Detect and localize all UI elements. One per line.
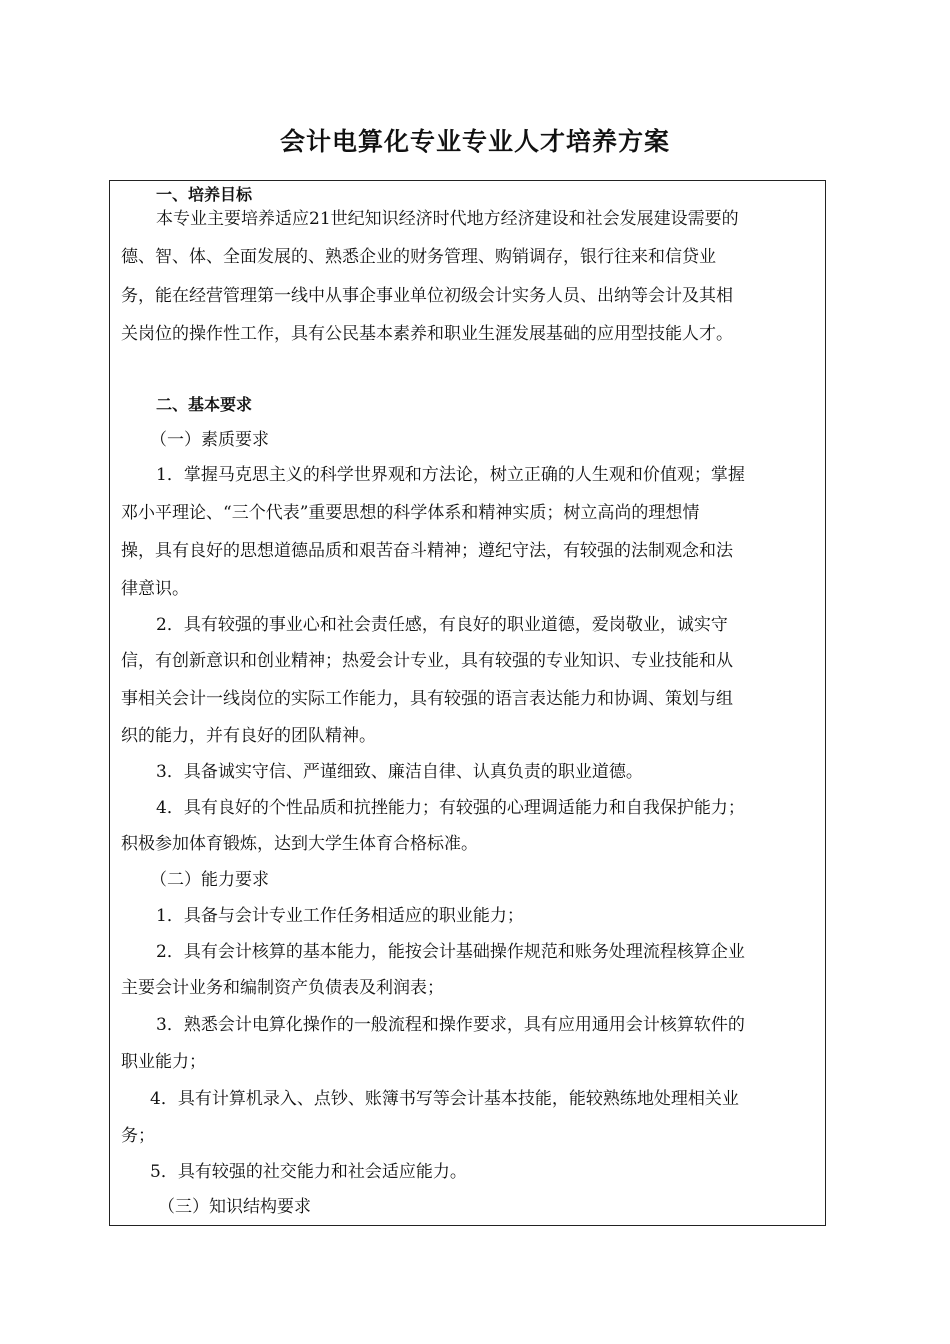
section-heading-basic-requirements: 二、基本要求 bbox=[156, 395, 253, 414]
paragraph-line: 职业能力； bbox=[121, 1052, 206, 1072]
paragraph-line: 3．熟悉会计电算化操作的一般流程和操作要求，具有应用通用会计核算软件的 bbox=[156, 1015, 745, 1035]
paragraph-line: 主要会计业务和编制资产负债表及利润表； bbox=[121, 978, 444, 998]
document-title: 会计电算化专业专业人才培养方案 bbox=[279, 127, 670, 156]
paragraph-line: 织的能力，并有良好的团队精神。 bbox=[121, 726, 376, 746]
paragraph-line: 1．掌握马克思主义的科学世界观和方法论，树立正确的人生观和价值观；掌握 bbox=[156, 465, 745, 485]
paragraph-line: 邓小平理论、“三个代表”重要思想的科学体系和精神实质；树立高尚的理想情 bbox=[121, 503, 700, 523]
section-heading-training-goal: 一、培养目标 bbox=[156, 185, 253, 204]
paragraph-line: 积极参加体育锻炼，达到大学生体育合格标准。 bbox=[121, 834, 478, 854]
subsection-heading-knowledge-structure: （三）知识结构要求 bbox=[158, 1197, 311, 1217]
paragraph-line: 1．具备与会计专业工作任务相适应的职业能力； bbox=[156, 906, 524, 926]
paragraph-line: 本专业主要培养适应21世纪知识经济时代地方经济建设和社会发展建设需要的 bbox=[156, 209, 739, 229]
paragraph-line: 事相关会计一线岗位的实际工作能力，具有较强的语言表达能力和协调、策划与组 bbox=[121, 689, 733, 709]
paragraph-line: 2．具有会计核算的基本能力，能按会计基础操作规范和账务处理流程核算企业 bbox=[156, 942, 745, 962]
paragraph-line: 德、智、体、全面发展的、熟悉企业的财务管理、购销调存，银行往来和信贷业 bbox=[121, 247, 716, 267]
paragraph-line: 务； bbox=[121, 1126, 155, 1146]
paragraph-line: 关岗位的操作性工作，具有公民基本素养和职业生涯发展基础的应用型技能人才。 bbox=[121, 324, 733, 344]
paragraph-line: 信，有创新意识和创业精神；热爱会计专业，具有较强的专业知识、专业技能和从 bbox=[121, 651, 733, 671]
paragraph-line: 2．具有较强的事业心和社会责任感，有良好的职业道德，爱岗敬业，诚实守 bbox=[156, 615, 728, 635]
subsection-heading-quality: （一）素质要求 bbox=[150, 430, 269, 450]
paragraph-line: 操，具有良好的思想道德品质和艰苦奋斗精神；遵纪守法，有较强的法制观念和法 bbox=[121, 541, 733, 561]
paragraph-line: 4．具有计算机录入、点钞、账簿书写等会计基本技能，能较熟练地处理相关业 bbox=[150, 1089, 739, 1109]
paragraph-line: 务，能在经营管理第一线中从事企事业单位初级会计实务人员、出纳等会计及其相 bbox=[121, 286, 733, 306]
paragraph-line: 5．具有较强的社交能力和社会适应能力。 bbox=[150, 1162, 467, 1182]
paragraph-line: 律意识。 bbox=[121, 579, 189, 599]
paragraph-line: 3．具备诚实守信、严谨细致、廉洁自律、认真负责的职业道德。 bbox=[156, 762, 643, 782]
subsection-heading-ability: （二）能力要求 bbox=[150, 870, 269, 890]
paragraph-line: 4．具有良好的个性品质和抗挫能力；有较强的心理调适能力和自我保护能力； bbox=[156, 798, 745, 818]
